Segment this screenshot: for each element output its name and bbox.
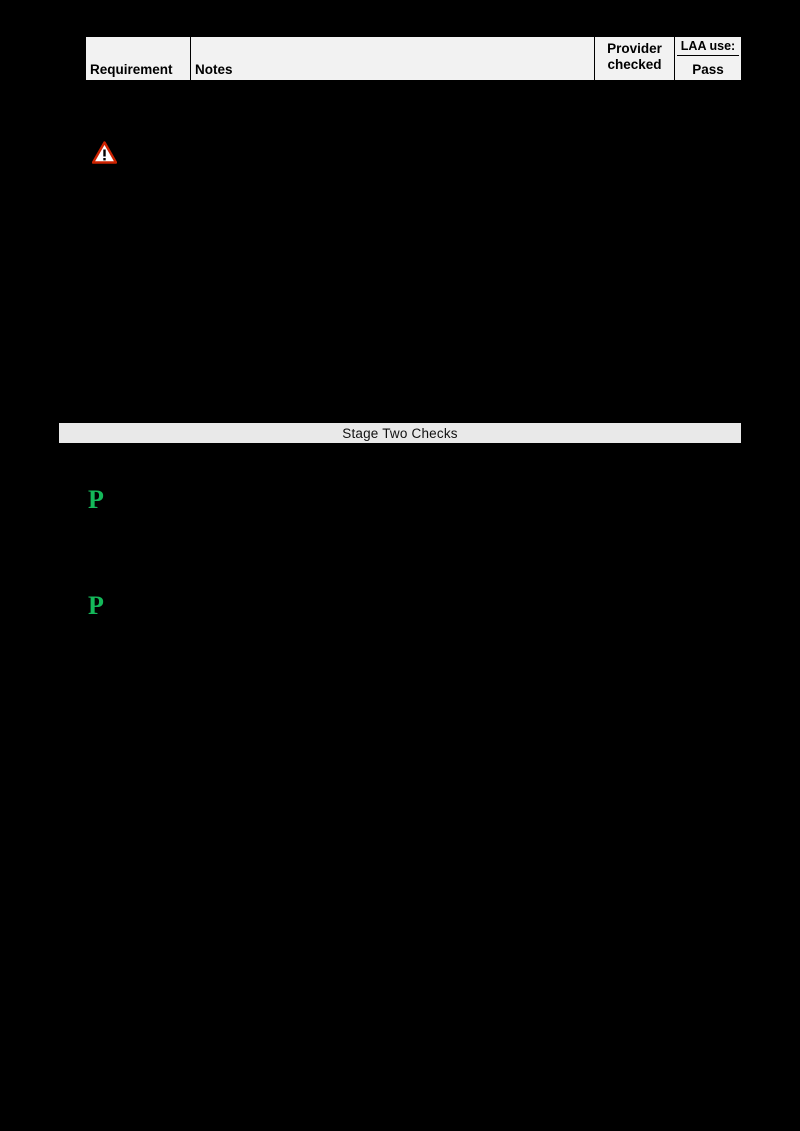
column-header-laa-use [675,37,742,80]
column-header-requirement [86,37,191,80]
stage-two-checks-banner [58,422,742,444]
table-header-row [85,36,742,81]
column-header-laa-use-label: LAA use: [677,39,739,56]
column-header-requirement-label: Requirement [90,62,173,77]
column-header-provider-line2: checked [607,57,662,72]
warning-triangle-icon [92,141,117,164]
column-header-notes [191,37,595,80]
pass-mark-1: P [88,485,104,514]
column-header-notes-label: Notes [195,62,233,77]
column-header-pass-label: Pass [692,62,724,77]
column-header-provider-line1: Provider [607,41,662,56]
pass-mark-2: P [88,591,104,620]
column-header-provider-checked [595,37,675,80]
stage-two-checks-title: Stage Two Checks [342,425,458,441]
